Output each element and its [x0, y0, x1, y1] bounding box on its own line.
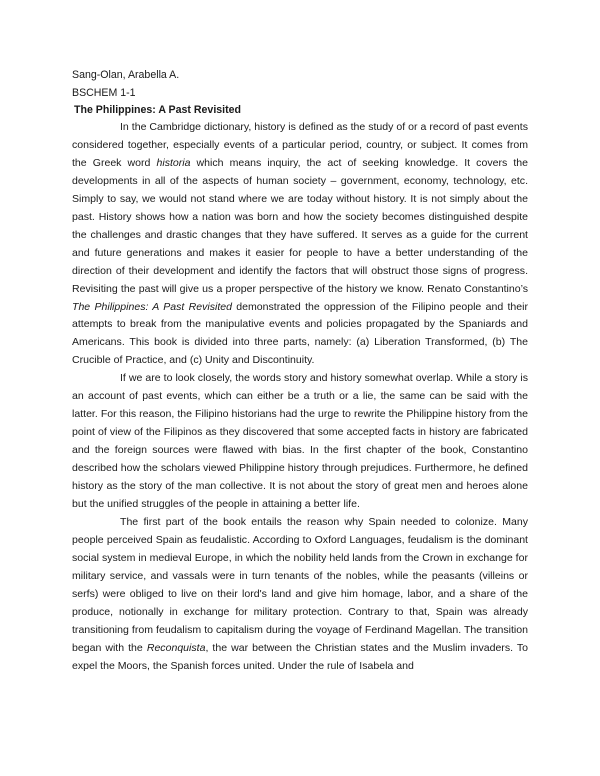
essay-title: The Philippines: A Past Revisited	[74, 104, 241, 116]
paragraph-1-term-historia: historia	[156, 156, 191, 169]
paragraph-1-text-c: which means inquiry, the act of seeking knowledge. It covers the developments in all of the aspects of human society – government, economy, technology, etc. Simply to say, we would not stand where we are today without history. It is not simply about the past. History shows how a nation was born and how the society becomes distinguished despite the challenges and drastic changes that they have suffered. It serves as a guide for the current and future generations and makes it easier for people to have a better understanding of the direction of their development and identify the factors that will obstruct those signs of progress. Revisiting the past will give us a proper perspective of the history we know. Renato Constantino’s	[72, 156, 528, 295]
paragraph-1-text-a: In the Cambridge dictionary, history is defined as the study of or a record of past events considered together, especially events of a particular period, country, or subject. It comes from the Greek word	[72, 121, 528, 169]
paragraph-3-text-a: The first part of the book entails the reason why Spain needed to colonize. Many people perceived Spain as feudalistic. According to Oxford Languages, feudalism is the dominant social system in medieval Europe, in which the nobility held lands from the Crown in exchange for military service, and vassals were in turn tenants of the nobles, while the peasants (villeins or serfs) were obliged to live on their lord's land and give him homage, labor, and a share of the produce, notionally in exchange for military protection. Contrary to that, Spain was already transitioning from feudalism to capitalism during the voyage of Ferdinand Magellan. The transition began with the	[72, 515, 528, 654]
paragraph-3	[72, 514, 528, 676]
paragraph-1	[72, 119, 528, 370]
paragraph-3-text-c: , the war between the Christian states and the Muslim invaders. To expel the Moors, the Spanish forces united. Under the rule of Isabela and	[72, 641, 528, 672]
paragraph-3-term-reconquista: Reconquista	[146, 641, 206, 654]
paragraph-1-text-e: demonstrated the oppression of the Filipino people and their attempts to break from the manipulative events and policies propagated by the Spaniards and Americans. This book is divided into three parts, namely: (a) Liberation Transformed, (b) The Crucible of Practice, and (c) Unity and Discontinuity.	[72, 300, 528, 367]
paragraph-1-book-title: The Philippines: A Past Revisited	[72, 300, 232, 313]
course-section: BSCHEM 1-1	[72, 87, 136, 99]
paragraph-2: If we are to look closely, the words story and history somewhat overlap. While a story is an account of past events, which can either be a truth or a lie, the same can be said with the latter. For this reason, the Filipino historians had the urge to rewrite the Philippine history from the point of view of the Filipinos as they discovered that some accepted facts in history are fabricated and the foreign sources were flawed with bias. In the first chapter of the book, Constantino described how the scholars viewed Philippine history through prejudices. Furthermore, he defined history as the story of the man collective. It is not about the story of great men and heroes alone but the unified struggles of the people in attaining a better life.	[72, 372, 528, 511]
author-name: Sang-Olan, Arabella A.	[72, 69, 180, 81]
